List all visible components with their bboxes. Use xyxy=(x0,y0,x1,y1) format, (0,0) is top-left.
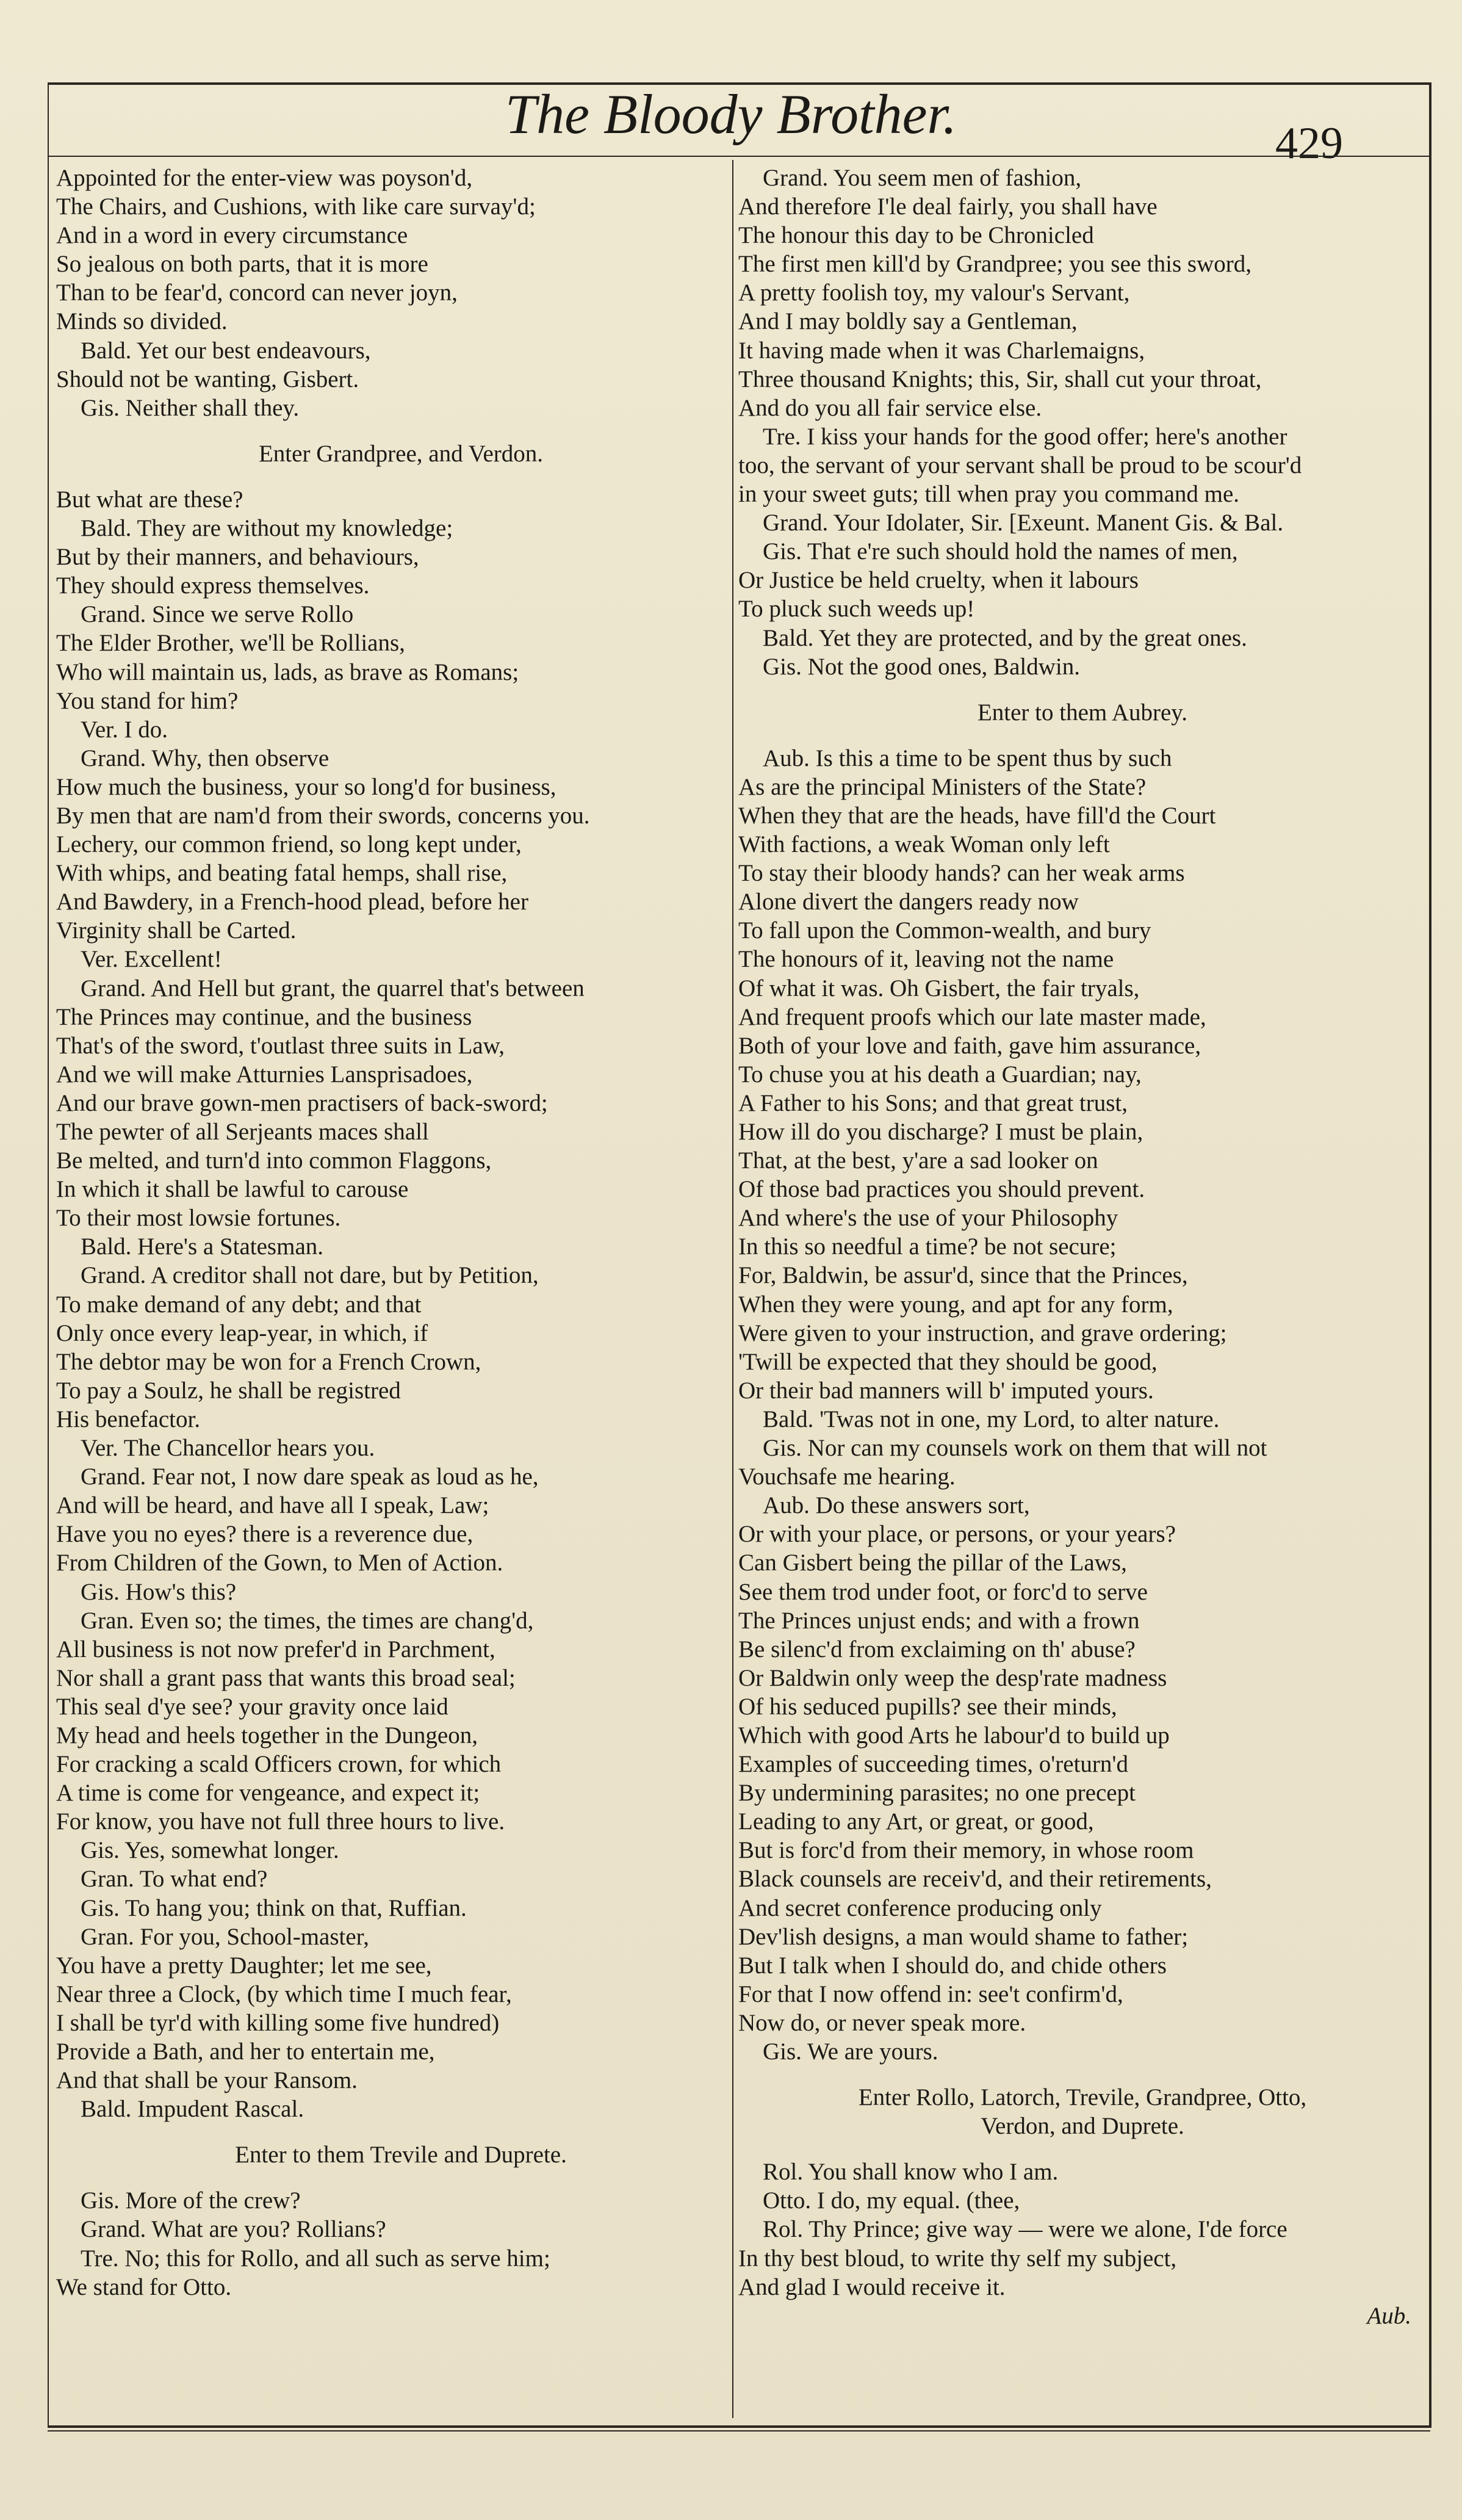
text-line: A time is come for vengeance, and expect it; xyxy=(56,1780,480,1807)
text-line: How ill do you discharge? I must be plain, xyxy=(738,1119,1143,1145)
text-line: The pewter of all Serjeants maces shall xyxy=(56,1119,429,1145)
stage-direction: Verdon, and Duprete. xyxy=(981,2113,1184,2140)
speech-line: Gran. For you, School-master, xyxy=(81,1923,369,1950)
text-line: To pay a Soulz, he shall be registred xyxy=(56,1377,401,1404)
text-line: And Bawdery, in a French-hood plead, before her xyxy=(56,889,528,915)
text-line: The first men kill'd by Grandpree; you see this sword, xyxy=(738,251,1252,278)
speech-line: Gis. Nor can my counsels work on them that will not xyxy=(763,1435,1267,1462)
text-line: The honour this day to be Chronicled xyxy=(738,222,1094,249)
text-line: Be melted, and turn'd into common Flaggons, xyxy=(56,1147,492,1174)
text-line: Only once every leap-year, in which, if xyxy=(56,1320,428,1346)
text-line: To their most lowsie fortunes. xyxy=(56,1205,341,1232)
left-column xyxy=(56,164,746,2302)
text-line: When they that are the heads, have fill'd the Court xyxy=(738,802,1216,829)
text-line: Examples of succeeding times, o'return'd xyxy=(738,1751,1128,1778)
text-line: Or Baldwin only weep the desp'rate madness xyxy=(738,1664,1167,1691)
catchword: Aub. xyxy=(1367,2302,1411,2329)
text-line: in your sweet guts; till when pray you command me. xyxy=(738,481,1240,508)
text-line: But is forc'd from their memory, in whose room xyxy=(738,1837,1194,1864)
header-rule xyxy=(48,156,1430,157)
speech-line: Gis. Neither shall they. xyxy=(81,394,300,421)
text-line: Near three a Clock, (by which time I much fear, xyxy=(56,1980,512,2007)
text-line: How much the business, your so long'd for business, xyxy=(56,773,556,800)
speech-line: Aub. Do these answers sort, xyxy=(763,1492,1030,1519)
speech-line: Ver. Excellent! xyxy=(81,946,222,973)
text-line: From Children of the Gown, to Men of Action. xyxy=(56,1550,503,1576)
text-line: Or their bad manners will b' imputed yours. xyxy=(738,1377,1154,1404)
text-line: Virginity shall be Carted. xyxy=(56,917,297,944)
speech-line: Otto. I do, my equal. (thee, xyxy=(763,2187,1020,2214)
text-line: In thy best bloud, to write thy self my subject, xyxy=(738,2245,1177,2272)
text-line: His benefactor. xyxy=(56,1406,201,1432)
text-line: See them trod under foot, or forc'd to serve xyxy=(738,1578,1148,1605)
speech-line: Grand. Why, then observe xyxy=(81,745,329,771)
text-line: To fall upon the Common-wealth, and bury xyxy=(738,917,1151,944)
text-line: So jealous on both parts, that it is more xyxy=(56,251,428,278)
text-line: You have a pretty Daughter; let me see, xyxy=(56,1952,432,1979)
speech-line: Gis. We are yours. xyxy=(763,2038,938,2065)
speech-line: Grand. Since we serve Rollo xyxy=(81,601,354,628)
speech-line: Gran. Even so; the times, the times are chang'd, xyxy=(81,1607,534,1634)
speech-line: Gis. How's this? xyxy=(81,1578,237,1605)
text-line: We stand for Otto. xyxy=(56,2273,232,2300)
text-line: Of those bad practices you should prevent. xyxy=(738,1176,1145,1203)
speech-line: Bald. Yet our best endeavours, xyxy=(81,337,371,364)
text-line: Who will maintain us, lads, as brave as Romans; xyxy=(56,659,519,685)
running-title: The Bloody Brother. xyxy=(505,83,957,145)
text-line: To chuse you at his death a Guardian; nay, xyxy=(738,1061,1142,1088)
text-line: The Princes unjust ends; and with a frown xyxy=(738,1607,1140,1634)
text-line: With factions, a weak Woman only left xyxy=(738,831,1110,858)
speech-line: Gis. Yes, somewhat longer. xyxy=(81,1837,339,1864)
text-line: But I talk when I should do, and chide others xyxy=(738,1952,1167,1979)
speech-line: Grand. A creditor shall not dare, but by Petition, xyxy=(81,1262,539,1289)
text-line: 'Twill be expected that they should be good, xyxy=(738,1348,1158,1375)
text-line: And we will make Atturnies Lansprisadoes, xyxy=(56,1061,473,1088)
text-line: The Chairs, and Cushions, with like care survay'd; xyxy=(56,193,536,220)
speech-line: Aub. Is this a time to be spent thus by such xyxy=(763,745,1172,771)
text-line: The debtor may be won for a French Crown, xyxy=(56,1348,481,1375)
text-line: It having made when it was Charlemaigns, xyxy=(738,337,1145,364)
text-line: Have you no eyes? there is a reverence due, xyxy=(56,1521,474,1548)
speech-line: Tre. I kiss your hands for the good offer; here's another xyxy=(763,423,1287,450)
text-line: My head and heels together in the Dungeon, xyxy=(56,1722,478,1749)
stage-direction: Enter to them Aubrey. xyxy=(977,699,1188,726)
text-line: Of what it was. Oh Gisbert, the fair tryals, xyxy=(738,975,1140,1002)
text-line: Appointed for the enter-view was poyson'd, xyxy=(56,165,473,191)
text-line: The honours of it, leaving not the name xyxy=(738,946,1114,973)
text-line: And do you all fair service else. xyxy=(738,394,1042,421)
text-line: When they were young, and apt for any form, xyxy=(738,1291,1173,1318)
text-line: Nor shall a grant pass that wants this broad seal; xyxy=(56,1664,516,1691)
text-line: And will be heard, and have all I speak, Law; xyxy=(56,1492,489,1519)
text-line: Or Justice be held cruelty, when it labours xyxy=(738,567,1139,594)
speech-line: Gis. To hang you; think on that, Ruffian. xyxy=(81,1894,467,1921)
text-line: Both of your love and faith, gave him assurance, xyxy=(738,1032,1201,1059)
text-line: To make demand of any debt; and that xyxy=(56,1291,422,1318)
text-line: And glad I would receive it. xyxy=(738,2273,1006,2300)
speech-line: Grand. Fear not, I now dare speak as loud as he, xyxy=(81,1464,539,1490)
speech-line: Grand. And Hell but grant, the quarrel that's between xyxy=(81,975,585,1002)
text-line: With whips, and beating fatal hemps, shall rise, xyxy=(56,860,508,887)
speech-line: Gis. That e're such should hold the names of men, xyxy=(763,538,1238,565)
text-line: For, Baldwin, be assur'd, since that the Princes, xyxy=(738,1262,1188,1289)
speech-line: Bald. Yet they are protected, and by the great ones. xyxy=(763,624,1247,651)
text-line: But by their manners, and behaviours, xyxy=(56,544,419,571)
page-number: 429 xyxy=(1275,118,1343,168)
text-line: For know, you have not full three hours to live. xyxy=(56,1808,505,1835)
text-line: Can Gisbert being the pillar of the Laws, xyxy=(738,1550,1127,1576)
text-line: Than to be fear'd, concord can never joyn, xyxy=(56,280,458,306)
text-line: The Elder Brother, we'll be Rollians, xyxy=(56,630,405,657)
text-line: Alone divert the dangers ready now xyxy=(738,889,1079,915)
speech-line: Gis. More of the crew? xyxy=(81,2187,301,2214)
speech-line: Bald. Impudent Rascal. xyxy=(81,2096,304,2123)
speech-line: Grand. Your Idolater, Sir. [Exeunt. Manent Gis. & Bal. xyxy=(763,510,1284,536)
text-line: And secret conference producing only xyxy=(738,1894,1102,1921)
speech-line: Ver. The Chancellor hears you. xyxy=(81,1435,375,1462)
text-line: A Father to his Sons; and that great trust, xyxy=(738,1089,1128,1116)
speech-line: Bald. They are without my knowledge; xyxy=(81,515,453,542)
speech-line: Gis. Not the good ones, Baldwin. xyxy=(763,653,1080,680)
text-line: Leading to any Art, or great, or good, xyxy=(738,1808,1094,1835)
speech-line: Rol. Thy Prince; give way — were we alone, I'de force xyxy=(763,2216,1287,2243)
text-line: In this so needful a time? be not secure; xyxy=(738,1233,1117,1260)
speech-line: Ver. I do. xyxy=(81,716,168,743)
text-line: All business is not now prefer'd in Parchment, xyxy=(56,1636,495,1663)
text-line: As are the principal Ministers of the State? xyxy=(738,773,1147,800)
text-line: Three thousand Knights; this, Sir, shall cut your throat, xyxy=(738,366,1262,392)
text-line: To stay their bloody hands? can her weak arms xyxy=(738,860,1185,887)
speech-line: Gran. To what end? xyxy=(81,1866,268,1893)
text-line: They should express themselves. xyxy=(56,572,370,599)
text-line: In which it shall be lawful to carouse xyxy=(56,1176,409,1203)
stage-direction: Enter Rollo, Latorch, Trevile, Grandpree, Otto, xyxy=(858,2084,1307,2111)
speech-line: Grand. What are you? Rollians? xyxy=(81,2216,386,2243)
text-line: And that shall be your Ransom. xyxy=(56,2067,358,2094)
speech-line: Rol. You shall know who I am. xyxy=(763,2159,1059,2186)
text-line: Were given to your instruction, and grave ordering; xyxy=(738,1320,1227,1346)
right-column xyxy=(738,164,1427,2330)
speech-line: Grand. You seem men of fashion, xyxy=(763,165,1082,191)
text-line: Lechery, our common friend, so long kept under, xyxy=(56,831,522,858)
text-line: And therefore I'le deal fairly, you shall have xyxy=(738,193,1158,220)
text-line: Now do, or never speak more. xyxy=(738,2009,1026,2036)
bottom-double-rule xyxy=(48,2430,1430,2432)
stage-direction: Enter to them Trevile and Duprete. xyxy=(235,2142,567,2168)
text-line: Black counsels are receiv'd, and their retirements, xyxy=(738,1866,1212,1893)
text-line: Be silenc'd from exclaiming on th' abuse? xyxy=(738,1636,1136,1663)
stage-direction: Enter Grandpree, and Verdon. xyxy=(258,440,544,467)
text-line: To pluck such weeds up! xyxy=(738,596,975,623)
text-line: And our brave gown-men practisers of back-sword; xyxy=(56,1089,548,1116)
text-line: And where's the use of your Philosophy xyxy=(738,1205,1118,1232)
text-line: But what are these? xyxy=(56,486,243,513)
text-line: And in a word in every circumstance xyxy=(56,222,408,249)
text-line: For cracking a scald Officers crown, for which xyxy=(56,1751,502,1778)
text-line: A pretty foolish toy, my valour's Servant, xyxy=(738,280,1130,306)
text-line: Which with good Arts he labour'd to build up xyxy=(738,1722,1170,1749)
speech-line: Bald. Here's a Statesman. xyxy=(81,1233,323,1260)
text-line: By men that are nam'd from their swords, concerns you. xyxy=(56,802,590,829)
text-line: This seal d'ye see? your gravity once laid xyxy=(56,1693,448,1720)
text-line: Dev'lish designs, a man would shame to father; xyxy=(738,1923,1189,1950)
speech-line: Tre. No; this for Rollo, and all such as serve him; xyxy=(81,2245,550,2272)
text-line: I shall be tyr'd with killing some five hundred) xyxy=(56,2009,500,2036)
text-line: Should not be wanting, Gisbert. xyxy=(56,366,359,392)
text-line: You stand for him? xyxy=(56,687,239,714)
text-line: By undermining parasites; no one precept xyxy=(738,1780,1136,1807)
text-line: And I may boldly say a Gentleman, xyxy=(738,308,1078,335)
text-line: Or with your place, or persons, or your years? xyxy=(738,1521,1176,1548)
text-line: That's of the sword, t'outlast three suits in Law, xyxy=(56,1032,505,1059)
text-line: Of his seduced pupills? see their minds, xyxy=(738,1693,1117,1720)
text-line: Provide a Bath, and her to entertain me, xyxy=(56,2038,435,2065)
text-line: The Princes may continue, and the business xyxy=(56,1003,472,1030)
text-line: too, the servant of your servant shall be proud to be scour'd xyxy=(738,452,1302,478)
text-line: For that I now offend in: see't confirm'd, xyxy=(738,1980,1123,2007)
text-line: Vouchsafe me hearing. xyxy=(738,1464,956,1490)
text-line: That, at the best, y'are a sad looker on xyxy=(738,1147,1098,1174)
text-line: Minds so divided. xyxy=(56,308,228,335)
speech-line: Bald. 'Twas not in one, my Lord, to alter nature. xyxy=(763,1406,1220,1432)
text-line: And frequent proofs which our late master made, xyxy=(738,1003,1206,1030)
